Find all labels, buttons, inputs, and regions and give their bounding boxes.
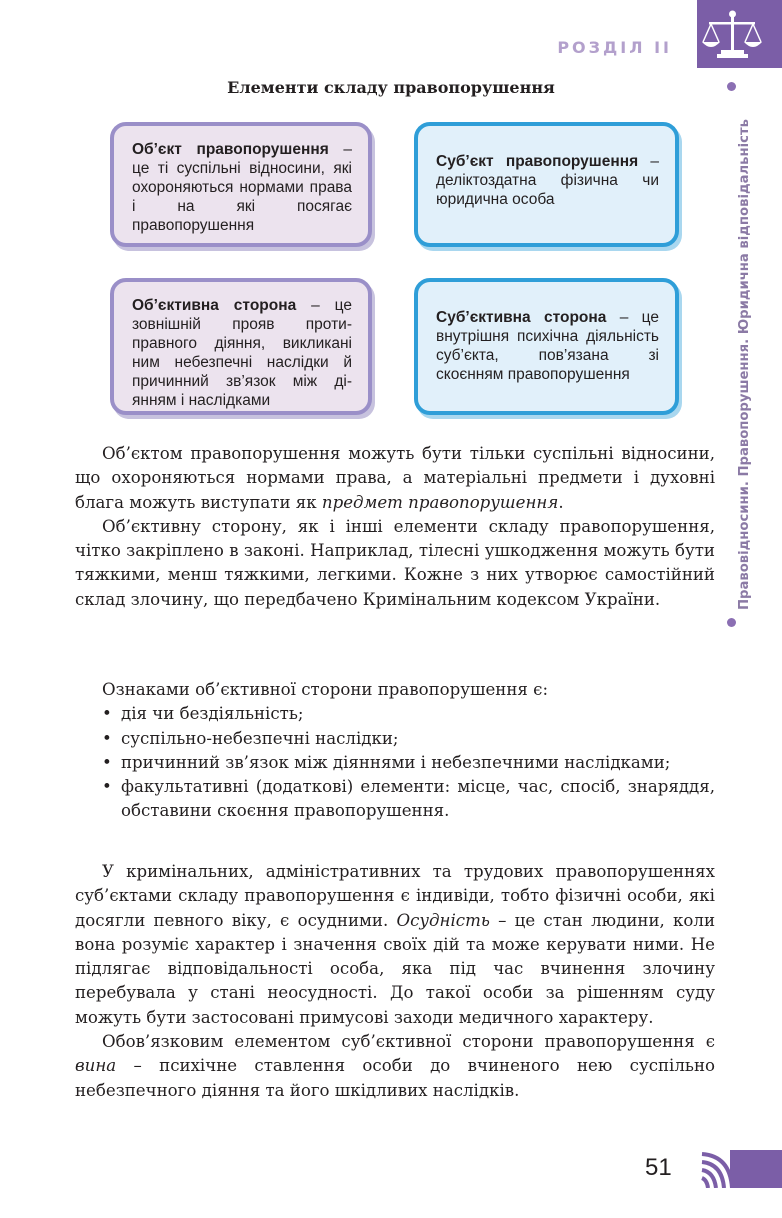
box-definition: – це внутрішня психічна діяльність суб’єкта, пов’язана зі скоєнням правопорушення <box>436 309 659 383</box>
side-chapter-title: Правовідносини. Правопорушення. Юридична відповідальність <box>737 119 752 610</box>
bullet: • <box>102 777 112 797</box>
list-item-text: причинний зв’язок між діяннями і небезпечними наслідками; <box>121 752 671 772</box>
subject-box <box>414 122 679 247</box>
box-term: Суб’єкт правопорушення <box>436 153 639 170</box>
list-intro: Ознаками об’єктивної сторони правопорушення є: <box>102 680 549 699</box>
text-run: – це стан людини, коли вона розуміє характер і значення своїх дій та може керувати ними. Не підлягає відповідальності особа, яка під час вчинення злочину перебувала у стані неосудності. До такої особи за рішенням суду можуть бути застосовані примусові заходи медичного характеру. <box>75 910 715 1027</box>
box-definition: – це ті суспільні відносини, які охороняються нормами права і на які посягає правопорушення <box>132 141 352 234</box>
box-term: Об’єкт правопорушення <box>132 141 329 158</box>
paragraph-guilt <box>75 1030 715 1103</box>
paragraph-object <box>75 442 715 515</box>
body-paragraphs-1 <box>75 442 715 612</box>
diagram-title: Елементи складу правопорушення <box>227 78 555 97</box>
box-term: Суб’єктивна сторона <box>436 309 607 326</box>
list-item-text: факультативні (додаткові) елементи: місце, час, спосіб, знаряддя, обставини скоєння правопорушення. <box>121 777 715 821</box>
bullet: • <box>102 728 112 748</box>
subjective-side-box <box>414 278 679 415</box>
list-item-text: суспільно-небезпечні наслідки; <box>121 728 399 748</box>
emphasis-term: вина <box>75 1056 117 1076</box>
section-corner-tab <box>697 0 782 68</box>
scales-icon <box>697 0 782 68</box>
text-run: – психічне ставлення особи до вчиненого нею суспільно небезпечного діяння та його шкідливих наслідків. <box>75 1056 715 1100</box>
list-item <box>75 775 715 824</box>
bullet: • <box>102 752 112 772</box>
object-box <box>110 122 372 247</box>
body-paragraphs-2 <box>75 860 715 1103</box>
box-term: Об’єктивна сторона <box>132 297 297 314</box>
objective-signs-list <box>75 678 715 824</box>
bullet: • <box>102 704 112 724</box>
box-definition: – деліктоздатна фізична чи юридична особа <box>436 153 659 208</box>
paragraph-objective-side: Об’єктивну сторону, як і інші елементи складу правопорушення, чітко закріплено в законі. Наприклад, тілесні ушкодження можуть бути тяжкими, менш тяжкими, легкими. Кожне з них утворює самостійний склад злочину, що передбачено Кримінальним кодексом України. <box>75 516 715 609</box>
side-dot-bottom <box>727 618 736 627</box>
emphasis-term: предмет правопорушення <box>321 492 559 512</box>
list-item <box>75 751 715 775</box>
text-run: Об’єктом правопорушення можуть бути тільки суспільні відносини, що охороняються нормами права, а матеріальні предмети і духовні блага можуть виступати як <box>75 444 715 512</box>
text-run: . <box>558 492 564 512</box>
text-run: У кримінальних, адміністративних та трудових правопорушеннях суб’єктами складу правопорушення є індивіди, тобто фізичні особи, які досягли певного віку, є осудними. <box>75 862 715 930</box>
page-number: 51 <box>645 1154 672 1181</box>
stripes-icon <box>700 1150 782 1188</box>
section-label: РОЗДІЛ II <box>557 38 672 57</box>
list-item-text: дія чи бездіяльність; <box>121 704 304 724</box>
list-item <box>75 702 715 726</box>
paragraph-subjects <box>75 860 715 1030</box>
text-run: Обов’язковим елементом суб’єктивної сторони правопорушення є <box>102 1032 715 1052</box>
list-item <box>75 727 715 751</box>
box-definition: – це зовнішній прояв протиправного діяння, викликані ним небезпечні наслідки й причинний зв’язок між діянням і наслідками <box>132 297 352 409</box>
objective-side-box <box>110 278 372 415</box>
emphasis-term: Осудність <box>396 910 490 930</box>
